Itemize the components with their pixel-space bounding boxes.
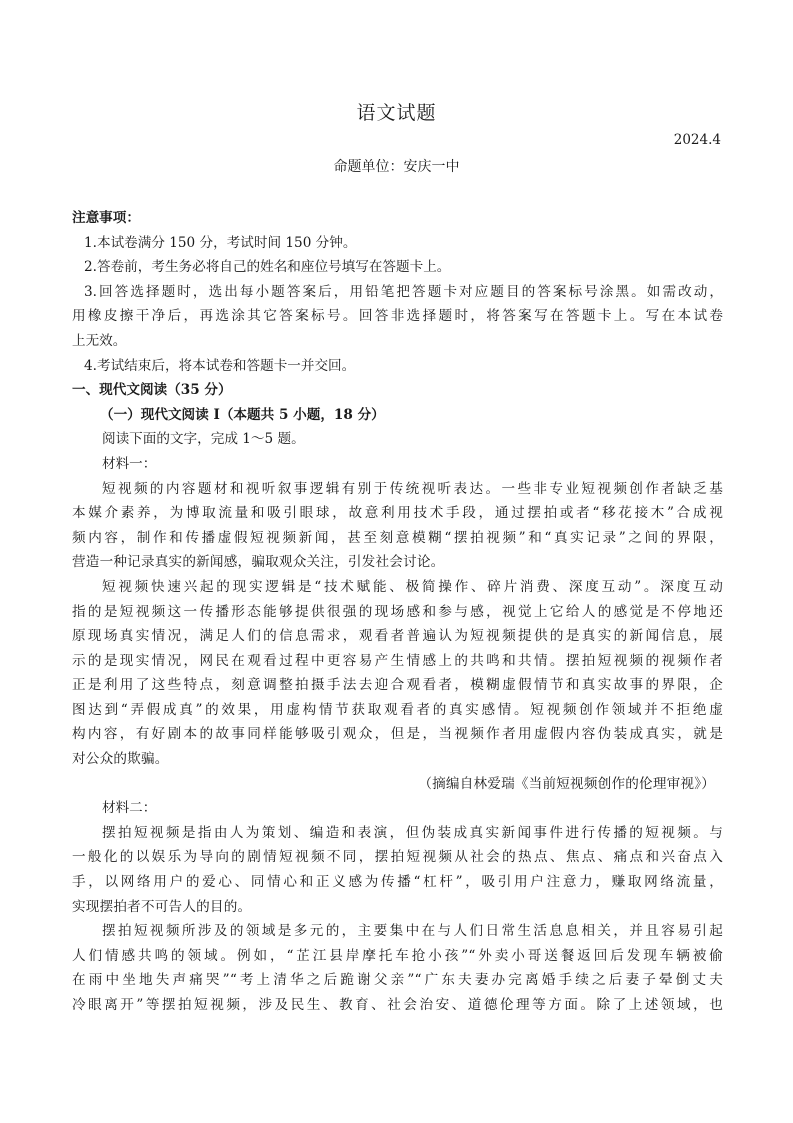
material-2-line: 手，以网络用户的爱心、同情心和正义感为传播“杠杆”，吸引用户注意力，赚取网络流量，	[72, 874, 723, 891]
notice-item: 用橡皮擦干净后，再选涂其它答案标号。回答非选择题时，将答案写在答题卡上。写在本试卷	[72, 308, 723, 325]
material-2-line: 一般化的以娱乐为导向的剧情短视频不同，摆拍短视频从社会的热点、焦点、痛点和兴奋点入	[72, 849, 723, 866]
notice-item: 4.考试结束后，将本试卷和答题卡一并交回。	[84, 357, 356, 374]
material-1-line: 正是利用了这些特点，刻意调整拍摄手法去迎合观看者，模糊虚假情节和真实故事的界限，企	[72, 677, 723, 694]
notice-item: 上无效。	[72, 332, 127, 349]
material-1-line: 短视频快速兴起的现实逻辑是“技术赋能、极简操作、碎片消费、深度互动”。深度互动	[102, 578, 723, 595]
material-2-line: 冷眼离开”等摆拍短视频，涉及民生、教育、社会治安、道德伦理等方面。除了上述领域，也	[72, 997, 723, 1013]
notice-item: 2.答卷前，考生务必将自己的姓名和座位号填写在答题卡上。	[84, 259, 451, 276]
material-1-line: 频内容，制作和传播虚假短视频新闻，甚至刻意模糊“摆拍视频”和“真实记录”之间的界限，	[72, 529, 723, 546]
material-2-line: 摆拍短视频是指由人为策划、编造和表演，但伪装成真实新闻事件进行传播的短视频。与	[102, 824, 723, 841]
material-1-line: 图达到“弄假成真”的效果，用虚构情节获取观看者的真实感情。短视频创作领域并不拒绝虚	[72, 701, 723, 718]
material-2-line: 在雨中坐地失声痛哭”“考上清华之后跪谢父亲”“广东夫妻办完离婚手续之后妻子晕倒丈夫	[72, 972, 723, 989]
exam-date: 2024.4	[673, 132, 721, 148]
material-1-label: 材料一：	[102, 455, 157, 472]
page-title: 语文试题	[356, 102, 437, 124]
material-1-line: 示的是现实情况，网民在观看过程中更容易产生情感上的共鸣和共情。摆拍短视频的视频作者	[72, 652, 723, 669]
material-2-line: 人们情感共鸣的领域。例如，“芷江县岸摩托车抢小孩”“外卖小哥送餐返回后发现车辆被偷	[72, 947, 723, 964]
exam-body	[72, 206, 723, 1018]
material-1-line: 构内容，有好剧本的故事同样能够吸引观众，但是，当视频作者用虚假内容伪装成真实，就是	[72, 726, 723, 743]
material-2-line: 摆拍短视频所涉及的领域是多元的，主要集中在与人们日常生活息息相关，并且容易引起	[102, 923, 723, 940]
material-2-line: 实现摆拍者不可告人的目的。	[72, 898, 252, 915]
material-1-line: 本媒介素养，为博取流量和吸引眼球，故意利用技术手段，通过摆拍或者“移花接木”合成视	[72, 505, 723, 522]
exam-unit: 命题单位：安庆一中	[333, 159, 460, 175]
notice-item: 1.本试卷满分 150 分，考试时间 150 分钟。	[84, 234, 357, 251]
section-instruction: 阅读下面的文字，完成 1～5 题。	[102, 431, 305, 448]
material-1-line: 对公众的欺骗。	[72, 751, 169, 768]
notice-heading: 注意事项：	[72, 210, 140, 226]
section-sub-heading: （一）现代文阅读 I（本题共 5 小题，18 分）	[100, 406, 385, 423]
material-1-line: 原现场真实情况，满足人们的信息需求，观看者普遍认为短视频提供的是真实的新闻信息，展	[72, 628, 723, 645]
material-1-source: （摘编自林爱瑞《当前短视频创作的伦理审视》）	[418, 775, 715, 792]
section-heading: 一、现代文阅读（35 分）	[72, 382, 232, 399]
notice-item: 3.回答选择题时，选出每小题答案后，用铅笔把答题卡对应题目的答案标号涂黑。如需改动，	[84, 283, 723, 300]
material-1-line: 营造一种记录真实的新闻感，骗取观众关注，引发社会讨论。	[72, 554, 445, 571]
material-2-label: 材料二：	[102, 800, 157, 817]
material-1-line: 短视频的内容题材和视听叙事逻辑有别于传统视听表达。一些非专业短视频创作者缺乏基	[102, 480, 723, 497]
material-1-line: 指的是短视频这一传播形态能够提供很强的现场感和参与感，视觉上它给人的感觉是不停地还	[72, 603, 723, 620]
